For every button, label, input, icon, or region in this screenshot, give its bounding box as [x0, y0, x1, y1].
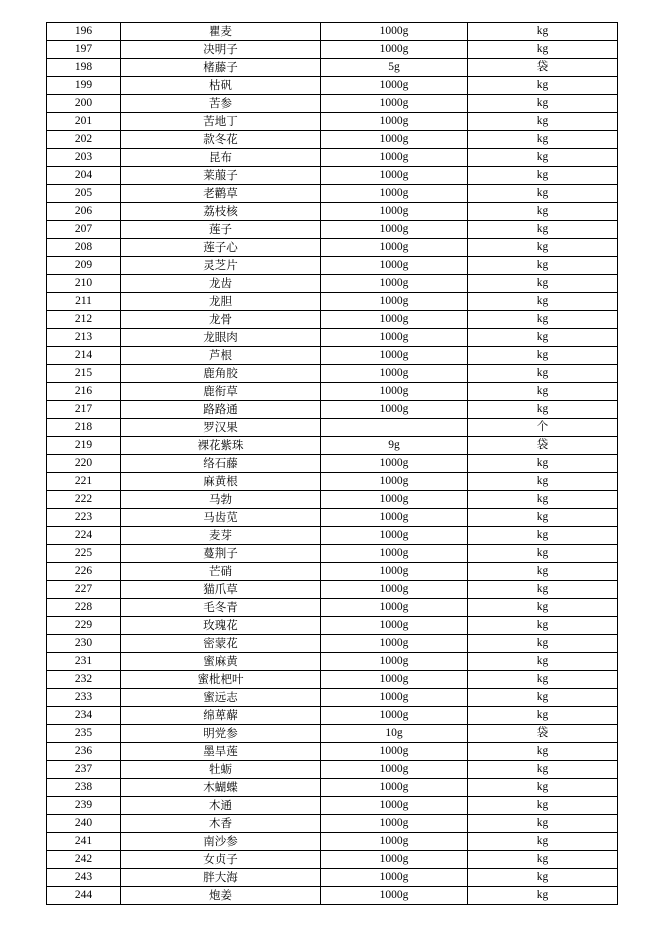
spec-cell: 1000g: [321, 41, 468, 59]
row-number-cell: 240: [47, 815, 121, 833]
item-name-cell: 蔓荆子: [121, 545, 321, 563]
spec-cell: 1000g: [321, 797, 468, 815]
spec-cell: 1000g: [321, 239, 468, 257]
spec-cell: 1000g: [321, 185, 468, 203]
item-name-cell: 莱菔子: [121, 167, 321, 185]
unit-cell: 袋: [468, 437, 618, 455]
table-row: [47, 527, 618, 545]
table-row: [47, 95, 618, 113]
table-row: [47, 275, 618, 293]
unit-cell: kg: [468, 635, 618, 653]
item-name-cell: 龙胆: [121, 293, 321, 311]
table-row: [47, 581, 618, 599]
row-number-cell: 226: [47, 563, 121, 581]
row-number-cell: 217: [47, 401, 121, 419]
spec-cell: 1000g: [321, 221, 468, 239]
row-number-cell: 235: [47, 725, 121, 743]
spec-cell: 1000g: [321, 851, 468, 869]
unit-cell: kg: [468, 473, 618, 491]
item-name-cell: 龙齿: [121, 275, 321, 293]
unit-cell: kg: [468, 131, 618, 149]
medicine-table-sheet: [46, 22, 618, 905]
table-row: [47, 41, 618, 59]
row-number-cell: 201: [47, 113, 121, 131]
table-row: [47, 653, 618, 671]
table-row: [47, 203, 618, 221]
item-name-cell: 芦根: [121, 347, 321, 365]
unit-cell: kg: [468, 221, 618, 239]
table-row: [47, 185, 618, 203]
table-row: [47, 761, 618, 779]
unit-cell: kg: [468, 671, 618, 689]
spec-cell: 1000g: [321, 95, 468, 113]
table-row: [47, 851, 618, 869]
unit-cell: kg: [468, 689, 618, 707]
row-number-cell: 230: [47, 635, 121, 653]
item-name-cell: 木蝴蝶: [121, 779, 321, 797]
item-name-cell: 荔枝核: [121, 203, 321, 221]
spec-cell: 10g: [321, 725, 468, 743]
item-name-cell: 明党参: [121, 725, 321, 743]
table-row: [47, 887, 618, 905]
unit-cell: 个: [468, 419, 618, 437]
unit-cell: kg: [468, 455, 618, 473]
item-name-cell: 毛冬青: [121, 599, 321, 617]
item-name-cell: 龙骨: [121, 311, 321, 329]
table-row: [47, 329, 618, 347]
row-number-cell: 208: [47, 239, 121, 257]
unit-cell: kg: [468, 401, 618, 419]
item-name-cell: 决明子: [121, 41, 321, 59]
row-number-cell: 222: [47, 491, 121, 509]
item-name-cell: 木通: [121, 797, 321, 815]
table-row: [47, 239, 618, 257]
unit-cell: kg: [468, 167, 618, 185]
unit-cell: kg: [468, 545, 618, 563]
spec-cell: 1000g: [321, 257, 468, 275]
table-row: [47, 365, 618, 383]
spec-cell: 1000g: [321, 491, 468, 509]
item-name-cell: 蜜远志: [121, 689, 321, 707]
table-row: [47, 707, 618, 725]
unit-cell: kg: [468, 491, 618, 509]
unit-cell: kg: [468, 563, 618, 581]
row-number-cell: 233: [47, 689, 121, 707]
row-number-cell: 227: [47, 581, 121, 599]
spec-cell: 1000g: [321, 779, 468, 797]
item-name-cell: 瞿麦: [121, 23, 321, 41]
item-name-cell: 裸花紫珠: [121, 437, 321, 455]
item-name-cell: 木香: [121, 815, 321, 833]
table-row: [47, 599, 618, 617]
row-number-cell: 211: [47, 293, 121, 311]
item-name-cell: 老鹳草: [121, 185, 321, 203]
table-row: [47, 509, 618, 527]
unit-cell: kg: [468, 869, 618, 887]
table-body: [47, 23, 618, 905]
row-number-cell: 210: [47, 275, 121, 293]
unit-cell: kg: [468, 23, 618, 41]
spec-cell: 1000g: [321, 23, 468, 41]
table-row: [47, 23, 618, 41]
unit-cell: kg: [468, 761, 618, 779]
item-name-cell: 胖大海: [121, 869, 321, 887]
unit-cell: kg: [468, 41, 618, 59]
spec-cell: 1000g: [321, 203, 468, 221]
item-name-cell: 墨旱莲: [121, 743, 321, 761]
unit-cell: kg: [468, 383, 618, 401]
spec-cell: [321, 419, 468, 437]
spec-cell: 1000g: [321, 293, 468, 311]
table-row: [47, 797, 618, 815]
unit-cell: kg: [468, 365, 618, 383]
table-row: [47, 113, 618, 131]
spec-cell: 1000g: [321, 617, 468, 635]
item-name-cell: 马勃: [121, 491, 321, 509]
item-name-cell: 罗汉果: [121, 419, 321, 437]
spec-cell: 1000g: [321, 833, 468, 851]
row-number-cell: 236: [47, 743, 121, 761]
unit-cell: kg: [468, 311, 618, 329]
unit-cell: kg: [468, 581, 618, 599]
table-row: [47, 149, 618, 167]
spec-cell: 1000g: [321, 473, 468, 491]
row-number-cell: 218: [47, 419, 121, 437]
table-row: [47, 77, 618, 95]
row-number-cell: 216: [47, 383, 121, 401]
row-number-cell: 198: [47, 59, 121, 77]
table-row: [47, 671, 618, 689]
table-row: [47, 869, 618, 887]
item-name-cell: 蜜麻黄: [121, 653, 321, 671]
row-number-cell: 199: [47, 77, 121, 95]
row-number-cell: 238: [47, 779, 121, 797]
item-name-cell: 苦参: [121, 95, 321, 113]
row-number-cell: 229: [47, 617, 121, 635]
row-number-cell: 241: [47, 833, 121, 851]
row-number-cell: 225: [47, 545, 121, 563]
row-number-cell: 219: [47, 437, 121, 455]
spec-cell: 1000g: [321, 365, 468, 383]
item-name-cell: 枯矾: [121, 77, 321, 95]
unit-cell: kg: [468, 707, 618, 725]
item-name-cell: 炮姜: [121, 887, 321, 905]
spec-cell: 1000g: [321, 311, 468, 329]
item-name-cell: 莲子: [121, 221, 321, 239]
item-name-cell: 鹿衔草: [121, 383, 321, 401]
row-number-cell: 232: [47, 671, 121, 689]
unit-cell: kg: [468, 653, 618, 671]
row-number-cell: 196: [47, 23, 121, 41]
table-row: [47, 779, 618, 797]
item-name-cell: 牡蛎: [121, 761, 321, 779]
row-number-cell: 221: [47, 473, 121, 491]
item-name-cell: 玫瑰花: [121, 617, 321, 635]
table-row: [47, 383, 618, 401]
row-number-cell: 209: [47, 257, 121, 275]
spec-cell: 1000g: [321, 563, 468, 581]
spec-cell: 1000g: [321, 113, 468, 131]
spec-cell: 1000g: [321, 455, 468, 473]
unit-cell: kg: [468, 779, 618, 797]
table-row: [47, 131, 618, 149]
spec-cell: 1000g: [321, 167, 468, 185]
unit-cell: kg: [468, 77, 618, 95]
item-name-cell: 款冬花: [121, 131, 321, 149]
table-row: [47, 167, 618, 185]
item-name-cell: 昆布: [121, 149, 321, 167]
table-row: [47, 815, 618, 833]
unit-cell: kg: [468, 887, 618, 905]
spec-cell: 1000g: [321, 401, 468, 419]
row-number-cell: 207: [47, 221, 121, 239]
table-row: [47, 401, 618, 419]
unit-cell: kg: [468, 815, 618, 833]
unit-cell: kg: [468, 185, 618, 203]
row-number-cell: 215: [47, 365, 121, 383]
item-name-cell: 鹿角胶: [121, 365, 321, 383]
item-name-cell: 马齿苋: [121, 509, 321, 527]
table-row: [47, 293, 618, 311]
unit-cell: kg: [468, 329, 618, 347]
row-number-cell: 244: [47, 887, 121, 905]
spec-cell: 1000g: [321, 707, 468, 725]
unit-cell: 袋: [468, 725, 618, 743]
item-name-cell: 女贞子: [121, 851, 321, 869]
unit-cell: kg: [468, 527, 618, 545]
spec-cell: 1000g: [321, 329, 468, 347]
item-name-cell: 麻黄根: [121, 473, 321, 491]
row-number-cell: 203: [47, 149, 121, 167]
row-number-cell: 242: [47, 851, 121, 869]
row-number-cell: 212: [47, 311, 121, 329]
spec-cell: 1000g: [321, 653, 468, 671]
spec-cell: 1000g: [321, 509, 468, 527]
item-name-cell: 络石藤: [121, 455, 321, 473]
table-row: [47, 635, 618, 653]
table-row: [47, 257, 618, 275]
spec-cell: 1000g: [321, 581, 468, 599]
medicine-table: [46, 22, 618, 905]
spec-cell: 1000g: [321, 383, 468, 401]
unit-cell: kg: [468, 617, 618, 635]
spec-cell: 1000g: [321, 761, 468, 779]
row-number-cell: 214: [47, 347, 121, 365]
row-number-cell: 223: [47, 509, 121, 527]
spec-cell: 1000g: [321, 815, 468, 833]
item-name-cell: 苦地丁: [121, 113, 321, 131]
spec-cell: 1000g: [321, 887, 468, 905]
row-number-cell: 231: [47, 653, 121, 671]
row-number-cell: 228: [47, 599, 121, 617]
table-row: [47, 437, 618, 455]
row-number-cell: 206: [47, 203, 121, 221]
unit-cell: kg: [468, 797, 618, 815]
unit-cell: kg: [468, 743, 618, 761]
spec-cell: 1000g: [321, 743, 468, 761]
item-name-cell: 路路通: [121, 401, 321, 419]
spec-cell: 1000g: [321, 275, 468, 293]
unit-cell: kg: [468, 293, 618, 311]
unit-cell: kg: [468, 833, 618, 851]
spec-cell: 5g: [321, 59, 468, 77]
row-number-cell: 220: [47, 455, 121, 473]
unit-cell: kg: [468, 149, 618, 167]
spec-cell: 1000g: [321, 149, 468, 167]
item-name-cell: 楮藤子: [121, 59, 321, 77]
item-name-cell: 密蒙花: [121, 635, 321, 653]
row-number-cell: 239: [47, 797, 121, 815]
unit-cell: kg: [468, 347, 618, 365]
row-number-cell: 243: [47, 869, 121, 887]
table-row: [47, 221, 618, 239]
item-name-cell: 麦芽: [121, 527, 321, 545]
row-number-cell: 234: [47, 707, 121, 725]
unit-cell: kg: [468, 113, 618, 131]
unit-cell: kg: [468, 203, 618, 221]
table-row: [47, 473, 618, 491]
spec-cell: 1000g: [321, 671, 468, 689]
table-row: [47, 743, 618, 761]
table-row: [47, 563, 618, 581]
item-name-cell: 芒硝: [121, 563, 321, 581]
spec-cell: 1000g: [321, 689, 468, 707]
table-row: [47, 491, 618, 509]
spec-cell: 1000g: [321, 545, 468, 563]
table-row: [47, 833, 618, 851]
unit-cell: kg: [468, 599, 618, 617]
row-number-cell: 237: [47, 761, 121, 779]
spec-cell: 1000g: [321, 131, 468, 149]
spec-cell: 1000g: [321, 347, 468, 365]
spec-cell: 1000g: [321, 527, 468, 545]
item-name-cell: 绵萆薢: [121, 707, 321, 725]
table-row: [47, 311, 618, 329]
spec-cell: 1000g: [321, 599, 468, 617]
item-name-cell: 龙眼肉: [121, 329, 321, 347]
row-number-cell: 224: [47, 527, 121, 545]
row-number-cell: 202: [47, 131, 121, 149]
unit-cell: kg: [468, 239, 618, 257]
item-name-cell: 蜜枇杷叶: [121, 671, 321, 689]
table-row: [47, 689, 618, 707]
table-row: [47, 455, 618, 473]
unit-cell: kg: [468, 851, 618, 869]
table-row: [47, 419, 618, 437]
unit-cell: kg: [468, 95, 618, 113]
table-row: [47, 725, 618, 743]
table-row: [47, 59, 618, 77]
table-row: [47, 617, 618, 635]
item-name-cell: 灵芝片: [121, 257, 321, 275]
unit-cell: kg: [468, 509, 618, 527]
spec-cell: 1000g: [321, 77, 468, 95]
spec-cell: 1000g: [321, 869, 468, 887]
item-name-cell: 猫爪草: [121, 581, 321, 599]
unit-cell: 袋: [468, 59, 618, 77]
unit-cell: kg: [468, 275, 618, 293]
row-number-cell: 205: [47, 185, 121, 203]
row-number-cell: 213: [47, 329, 121, 347]
spec-cell: 1000g: [321, 635, 468, 653]
item-name-cell: 南沙参: [121, 833, 321, 851]
row-number-cell: 204: [47, 167, 121, 185]
table-row: [47, 347, 618, 365]
row-number-cell: 197: [47, 41, 121, 59]
row-number-cell: 200: [47, 95, 121, 113]
spec-cell: 9g: [321, 437, 468, 455]
item-name-cell: 莲子心: [121, 239, 321, 257]
unit-cell: kg: [468, 257, 618, 275]
table-row: [47, 545, 618, 563]
